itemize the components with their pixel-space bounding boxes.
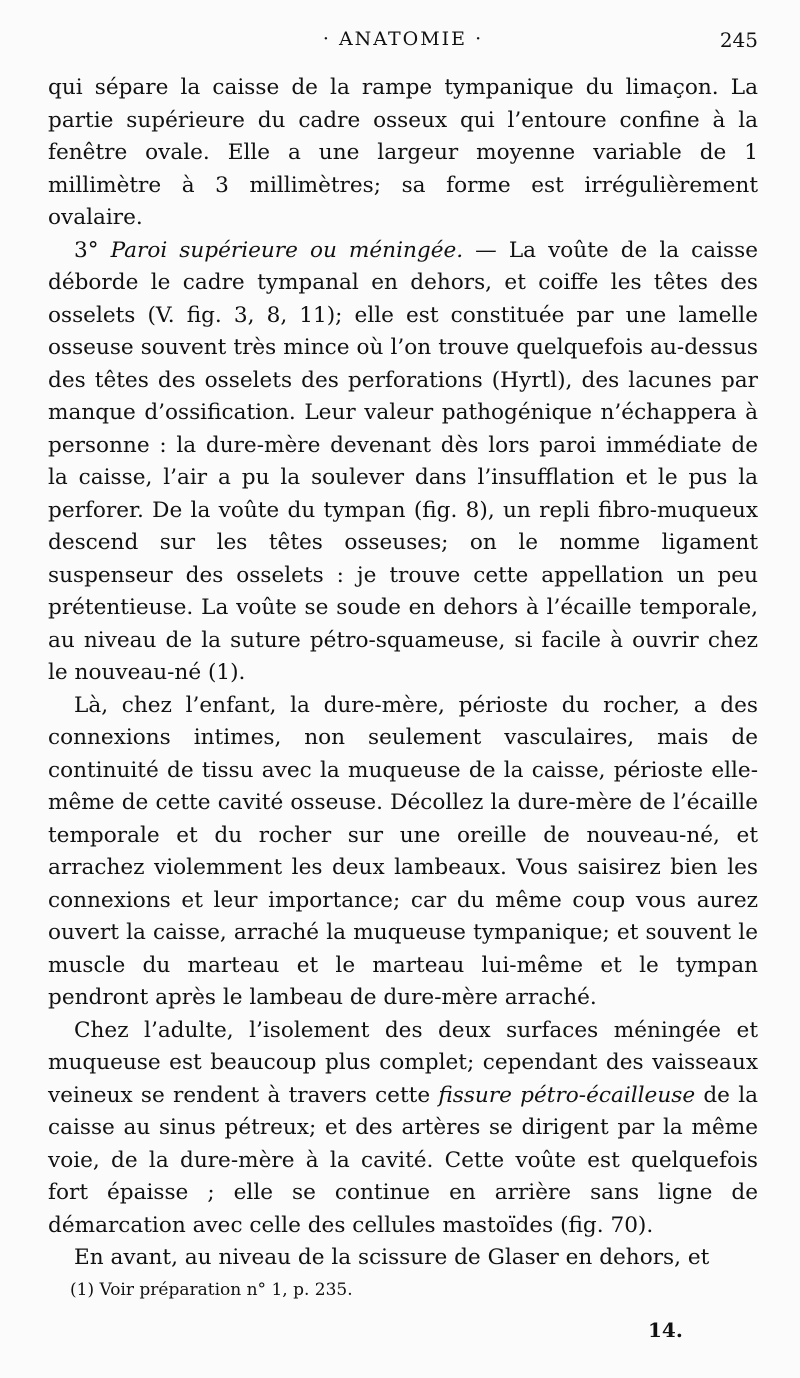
- footnote: (1) Voir préparation n° 1, p. 235.: [70, 1280, 353, 1300]
- paragraph-text: qui sépare la caisse de la rampe tympanique du limaçon. La partie supérieure du cadre osseux qui l’entoure confine à la fenêtre ovale. Elle a une largeur moyenne variable de 1 millimètre à 3 millimètres; sa forme est irrégulièrement ovalaire.: [48, 75, 758, 230]
- paragraph: [48, 690, 758, 1015]
- paragraph: [48, 72, 758, 235]
- paragraph: [48, 1015, 758, 1243]
- italic-term: fissure pétro-écailleuse: [438, 1082, 696, 1108]
- body-text: [48, 72, 758, 1275]
- paragraph-text: En avant, au niveau de la scissure de Glaser en dehors, et: [74, 1245, 710, 1270]
- paragraph: [48, 1242, 758, 1275]
- signature-mark: 14.: [648, 1318, 683, 1342]
- section-heading: Paroi supérieure ou méningée.: [110, 237, 464, 263]
- paragraph-text: 3°: [74, 237, 111, 263]
- running-head: [48, 28, 758, 60]
- paragraph-text: de la caisse au sinus pétreux; et des artères se dirigent par la même voie, de la dure-mère à la cavité. Cette voûte est quelquefois fort épaisse ; elle se continue en arrière sans ligne de démarcation avec celle des cellules mastoïdes (fig. 70).: [48, 1082, 758, 1238]
- page-number: 245: [719, 28, 758, 52]
- paragraph: [48, 235, 758, 690]
- paragraph-text: Là, chez l’enfant, la dure-mère, périoste du rocher, a des connexions intimes, non seulement vasculaires, mais de continuité de tissu avec la muqueuse de la caisse, périoste elle-même de cette cavité osseuse. Décollez la dure-mère de l’écaille temporale et du rocher sur une oreille de nouveau-né, et arrachez violemment les deux lambeaux. Vous saisirez bien les connexions et leur importance; car du même coup vous aurez ouvert la caisse, arraché la muqueuse tympanique; et souvent le muscle du marteau et le marteau lui-même et le tympan pendront après le lambeau de dure-mère arraché.: [48, 692, 758, 1010]
- paragraph-text: — La voûte de la caisse déborde le cadre tympanal en dehors, et coiffe les têtes des osselets (V. fig. 3, 8, 11); elle est constituée par une lamelle osseuse souvent très mince où l’on trouve quelquefois au-dessus des têtes des osselets des perforations (Hyrtl), des lacunes par manque d’ossification. Leur valeur pathogénique n’échappera à personne : la dure-mère devenant dès lors paroi immédiate de la caisse, l’air a pu la soulever dans l’insufflation et le pus la perforer. De la voûte du tympan (fig. 8), un repli fibro-muqueux descend sur les têtes osseuses; on le nomme ligament suspenseur des osselets : je trouve cette appellation un peu prétentieuse. La voûte se soude en dehors à l’écaille temporale, au niveau de la suture pétro-squameuse, si facile à ouvrir chez le nouveau-né (1).: [48, 237, 758, 685]
- paragraph-text: Chez l’adulte, l’isolement des deux surfaces méningée et muqueuse est beaucoup plus complet; cependant des vaisseaux veineux se rendent à travers cette: [48, 1017, 758, 1108]
- running-title: · ANATOMIE ·: [322, 28, 484, 50]
